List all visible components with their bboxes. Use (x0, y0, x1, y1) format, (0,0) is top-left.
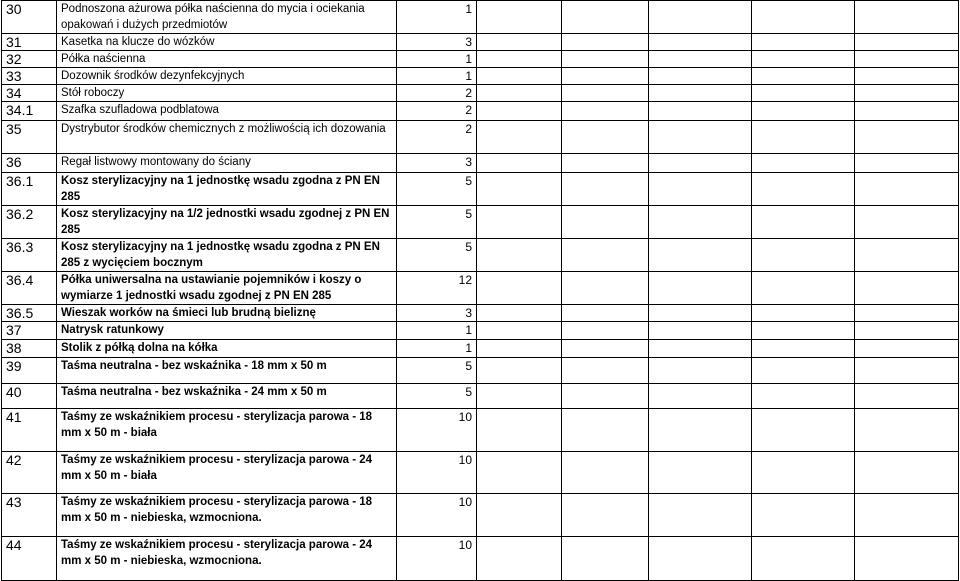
empty-cell (477, 1, 562, 34)
table-row (2, 537, 959, 581)
row-number: 31 (2, 34, 57, 51)
empty-cell (752, 358, 855, 384)
item-description: Kasetka na klucze do wózków (57, 34, 397, 51)
empty-cell (649, 494, 752, 537)
empty-cell (562, 340, 649, 358)
empty-cell (752, 154, 855, 173)
empty-cell (649, 102, 752, 121)
item-description: Taśmy ze wskaźnikiem procesu - sterylizacja parowa - 18 mm x 50 m - biała (57, 409, 397, 452)
empty-cell (752, 173, 855, 206)
empty-cell (477, 121, 562, 154)
equipment-table (1, 0, 959, 581)
table-row (2, 322, 959, 340)
row-number: 44 (2, 537, 57, 581)
empty-cell (477, 340, 562, 358)
item-description: Stolik z półką dolna na kółka (57, 340, 397, 358)
item-quantity: 5 (397, 384, 477, 409)
empty-cell (562, 102, 649, 121)
empty-cell (562, 1, 649, 34)
empty-cell (855, 340, 959, 358)
item-quantity: 1 (397, 322, 477, 340)
empty-cell (855, 305, 959, 322)
item-quantity: 3 (397, 34, 477, 51)
empty-cell (855, 1, 959, 34)
row-number: 41 (2, 409, 57, 452)
empty-cell (562, 358, 649, 384)
table-row (2, 358, 959, 384)
empty-cell (649, 1, 752, 34)
item-description: Szafka szufladowa podblatowa (57, 102, 397, 121)
empty-cell (752, 494, 855, 537)
row-number: 35 (2, 121, 57, 154)
row-number: 39 (2, 358, 57, 384)
empty-cell (562, 173, 649, 206)
empty-cell (477, 305, 562, 322)
row-number: 36.4 (2, 272, 57, 305)
empty-cell (752, 409, 855, 452)
item-description: Dozownik środków dezynfekcyjnych (57, 68, 397, 85)
empty-cell (649, 206, 752, 239)
table-row (2, 206, 959, 239)
empty-cell (855, 121, 959, 154)
item-description: Wieszak worków na śmieci lub brudną bieliznę (57, 305, 397, 322)
item-quantity: 2 (397, 102, 477, 121)
empty-cell (649, 358, 752, 384)
empty-cell (477, 384, 562, 409)
empty-cell (752, 1, 855, 34)
item-description: Taśmy ze wskaźnikiem procesu - sterylizacja parowa - 24 mm x 50 m - biała (57, 452, 397, 494)
empty-cell (752, 51, 855, 68)
item-quantity: 12 (397, 272, 477, 305)
empty-cell (649, 452, 752, 494)
empty-cell (855, 173, 959, 206)
empty-cell (562, 51, 649, 68)
empty-cell (855, 384, 959, 409)
table-row (2, 121, 959, 154)
empty-cell (477, 173, 562, 206)
empty-cell (477, 239, 562, 272)
row-number: 34 (2, 85, 57, 102)
item-quantity: 1 (397, 1, 477, 34)
table-row (2, 384, 959, 409)
empty-cell (649, 384, 752, 409)
row-number: 34.1 (2, 102, 57, 121)
empty-cell (649, 409, 752, 452)
empty-cell (855, 68, 959, 85)
table-row (2, 340, 959, 358)
row-number: 38 (2, 340, 57, 358)
item-description: Taśmy ze wskaźnikiem procesu - sterylizacja parowa - 24 mm x 50 m - niebieska, wzmocniona. (57, 537, 397, 581)
item-quantity: 10 (397, 494, 477, 537)
item-description: Natrysk ratunkowy (57, 322, 397, 340)
empty-cell (649, 121, 752, 154)
empty-cell (855, 452, 959, 494)
empty-cell (752, 452, 855, 494)
item-description: Taśmy ze wskaźnikiem procesu - sterylizacja parowa - 18 mm x 50 m - niebieska, wzmocniona. (57, 494, 397, 537)
item-quantity: 5 (397, 206, 477, 239)
empty-cell (649, 68, 752, 85)
empty-cell (562, 206, 649, 239)
empty-cell (562, 154, 649, 173)
empty-cell (855, 85, 959, 102)
empty-cell (649, 322, 752, 340)
empty-cell (752, 537, 855, 581)
empty-cell (649, 34, 752, 51)
row-number: 37 (2, 322, 57, 340)
empty-cell (649, 154, 752, 173)
row-number: 36.5 (2, 305, 57, 322)
item-quantity: 5 (397, 173, 477, 206)
item-quantity: 5 (397, 239, 477, 272)
row-number: 33 (2, 68, 57, 85)
empty-cell (855, 102, 959, 121)
empty-cell (477, 102, 562, 121)
item-quantity: 10 (397, 409, 477, 452)
item-quantity: 2 (397, 121, 477, 154)
row-number: 36.2 (2, 206, 57, 239)
item-quantity: 10 (397, 537, 477, 581)
row-number: 30 (2, 1, 57, 34)
empty-cell (562, 537, 649, 581)
empty-cell (855, 272, 959, 305)
empty-cell (855, 358, 959, 384)
item-description: Półka naścienna (57, 51, 397, 68)
item-quantity: 3 (397, 305, 477, 322)
row-number: 40 (2, 384, 57, 409)
empty-cell (752, 340, 855, 358)
empty-cell (562, 121, 649, 154)
empty-cell (562, 68, 649, 85)
row-number: 32 (2, 51, 57, 68)
empty-cell (649, 173, 752, 206)
table-row (2, 1, 959, 34)
empty-cell (855, 239, 959, 272)
item-description: Kosz sterylizacyjny na 1 jednostkę wsadu zgodna z PN EN 285 z wycięciem bocznym (57, 239, 397, 272)
empty-cell (477, 322, 562, 340)
empty-cell (477, 68, 562, 85)
empty-cell (855, 494, 959, 537)
item-quantity: 3 (397, 154, 477, 173)
table-row (2, 272, 959, 305)
empty-cell (649, 537, 752, 581)
item-description: Podnoszona ażurowa półka naścienna do mycia i ociekania opakowań i dużych przedmiotów (57, 1, 397, 34)
empty-cell (477, 85, 562, 102)
item-description: Taśma neutralna - bez wskaźnika - 24 mm x 50 m (57, 384, 397, 409)
empty-cell (562, 34, 649, 51)
table-row (2, 154, 959, 173)
empty-cell (562, 272, 649, 305)
empty-cell (477, 537, 562, 581)
empty-cell (477, 272, 562, 305)
item-description: Stół roboczy (57, 85, 397, 102)
row-number: 36.1 (2, 173, 57, 206)
item-description: Półka uniwersalna na ustawianie pojemników i koszy o wymiarze 1 jednostki wsadu zgodnej z PN EN 285 (57, 272, 397, 305)
empty-cell (855, 206, 959, 239)
empty-cell (752, 384, 855, 409)
item-description: Dystrybutor środków chemicznych z możliwością ich dozowania (57, 121, 397, 154)
empty-cell (855, 154, 959, 173)
item-description: Kosz sterylizacyjny na 1 jednostkę wsadu zgodna z PN EN 285 (57, 173, 397, 206)
empty-cell (855, 322, 959, 340)
empty-cell (752, 305, 855, 322)
empty-cell (752, 102, 855, 121)
table-row (2, 494, 959, 537)
empty-cell (477, 34, 562, 51)
empty-cell (752, 206, 855, 239)
table-row (2, 173, 959, 206)
empty-cell (477, 409, 562, 452)
empty-cell (562, 322, 649, 340)
empty-cell (562, 85, 649, 102)
item-description: Kosz sterylizacyjny na 1/2 jednostki wsadu zgodnej z PN EN 285 (57, 206, 397, 239)
table-row (2, 239, 959, 272)
table-row (2, 68, 959, 85)
empty-cell (477, 494, 562, 537)
table-row (2, 85, 959, 102)
empty-cell (562, 494, 649, 537)
empty-cell (649, 239, 752, 272)
empty-cell (752, 85, 855, 102)
empty-cell (562, 452, 649, 494)
empty-cell (649, 272, 752, 305)
item-quantity: 10 (397, 452, 477, 494)
empty-cell (752, 239, 855, 272)
empty-cell (649, 340, 752, 358)
empty-cell (562, 409, 649, 452)
empty-cell (752, 34, 855, 51)
table-row (2, 51, 959, 68)
empty-cell (649, 51, 752, 68)
empty-cell (562, 384, 649, 409)
table-row (2, 409, 959, 452)
item-quantity: 5 (397, 358, 477, 384)
empty-cell (562, 305, 649, 322)
empty-cell (855, 537, 959, 581)
empty-cell (562, 239, 649, 272)
table-row (2, 452, 959, 494)
empty-cell (649, 305, 752, 322)
row-number: 36 (2, 154, 57, 173)
item-quantity: 1 (397, 68, 477, 85)
empty-cell (855, 34, 959, 51)
row-number: 42 (2, 452, 57, 494)
row-number: 36.3 (2, 239, 57, 272)
empty-cell (855, 409, 959, 452)
table-row (2, 102, 959, 121)
empty-cell (477, 154, 562, 173)
item-quantity: 1 (397, 340, 477, 358)
empty-cell (477, 452, 562, 494)
empty-cell (477, 206, 562, 239)
empty-cell (477, 51, 562, 68)
empty-cell (752, 322, 855, 340)
table-row (2, 305, 959, 322)
item-description: Taśma neutralna - bez wskaźnika - 18 mm x 50 m (57, 358, 397, 384)
empty-cell (752, 121, 855, 154)
empty-cell (752, 68, 855, 85)
empty-cell (855, 51, 959, 68)
row-number: 43 (2, 494, 57, 537)
item-description: Regał listwowy montowany do ściany (57, 154, 397, 173)
table-row (2, 34, 959, 51)
table-body (2, 1, 959, 581)
empty-cell (477, 358, 562, 384)
empty-cell (649, 85, 752, 102)
empty-cell (752, 272, 855, 305)
item-quantity: 2 (397, 85, 477, 102)
item-quantity: 1 (397, 51, 477, 68)
